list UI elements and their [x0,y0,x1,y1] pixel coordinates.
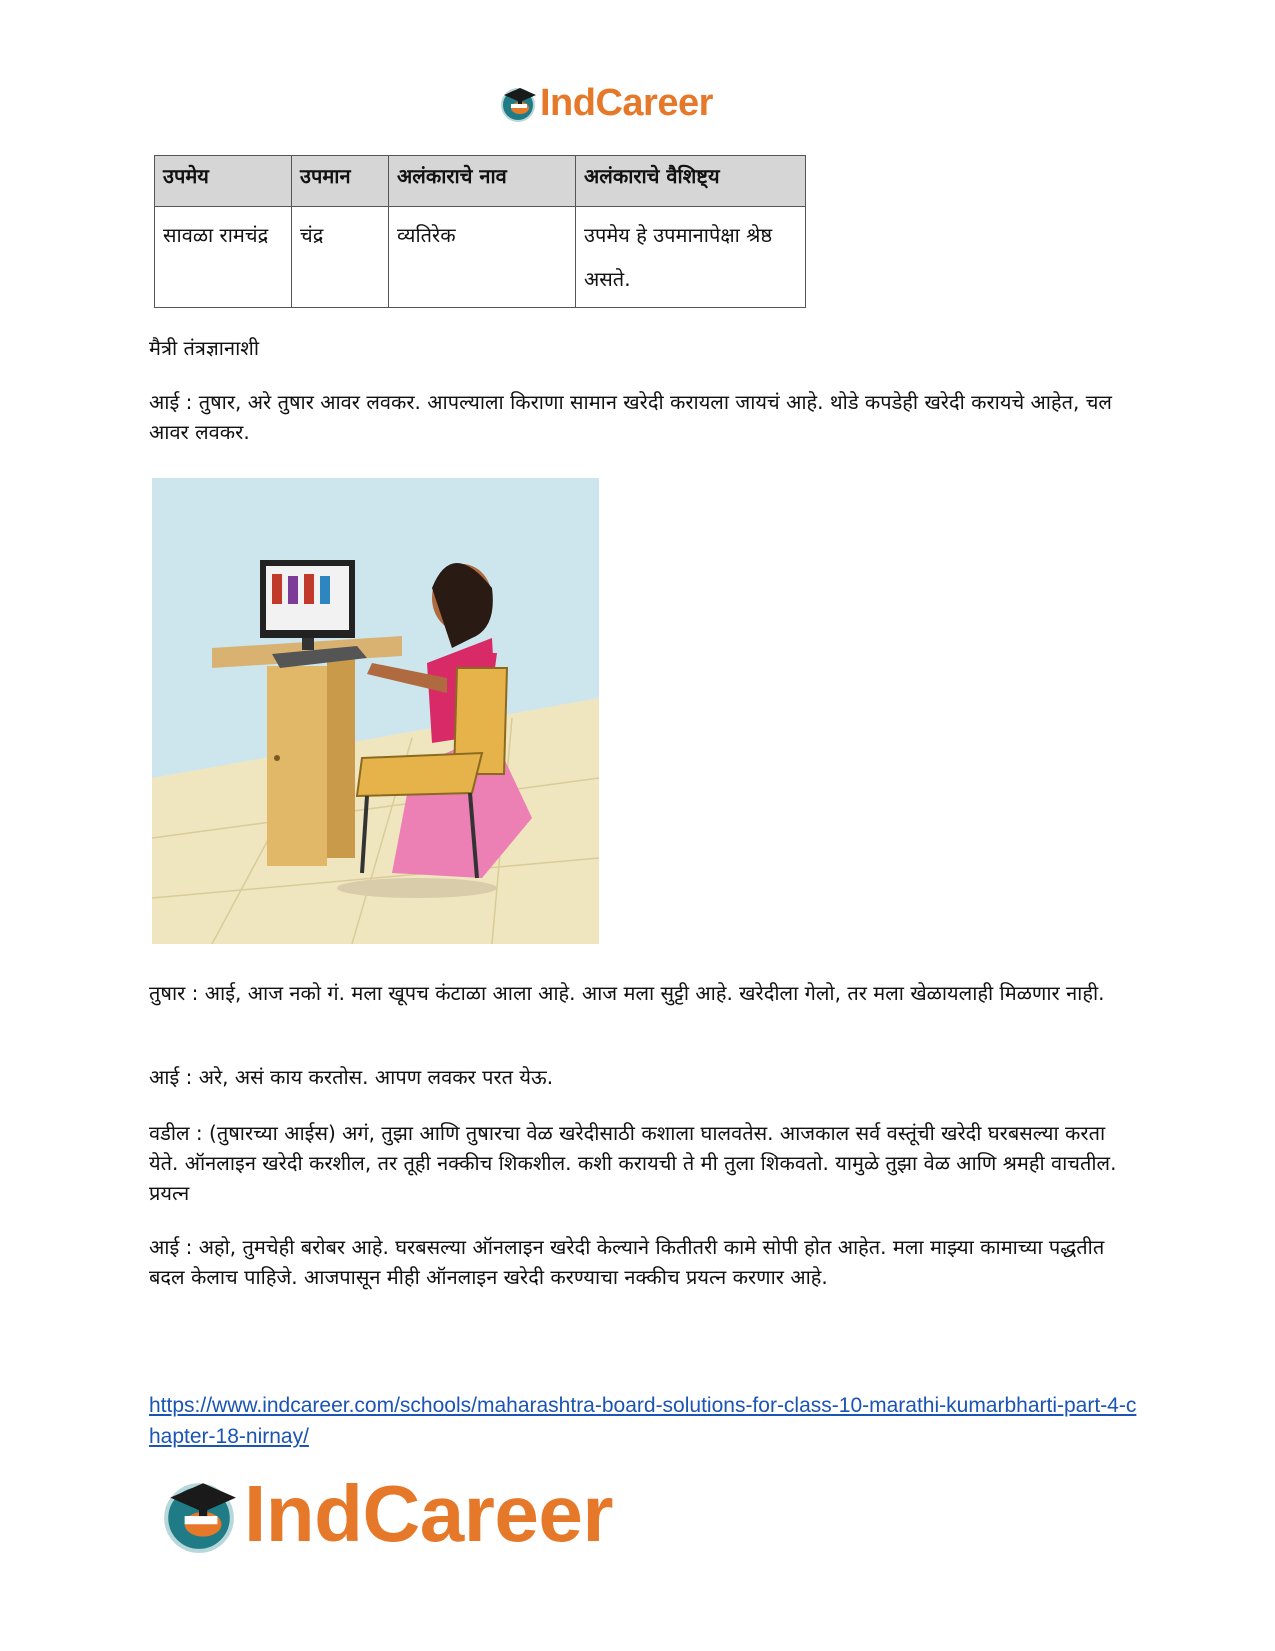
table-header-cell: उपमान [292,156,389,207]
logo-wordmark: IndCareer [540,81,713,124]
table-cell: सावळा रामचंद्र [155,207,292,308]
section-heading: मैत्री तंत्रज्ञानाशी [149,336,260,360]
dialogue-paragraph: आई : तुषार, अरे तुषार आवर लवकर. आपल्याला किराणा सामान खरेदी करायला जायचं आहे. थोडे कपडेही खरेदी करायचे आहेत, चल आवर लवकर. [149,390,1112,444]
logo-wordmark: IndCareer [244,1469,613,1558]
figure-of-speech-table [154,155,806,308]
woman-at-computer-illustration [152,478,599,944]
table-cell: चंद्र [292,207,389,308]
graduation-cap-globe-icon [498,83,538,123]
dialogue-paragraph: आई : अहो, तुमचेही बरोबर आहे. घरबसल्या ऑनलाइन खरेदी केल्याने कितीतरी कामे सोपी होत आहेत. मला माझ्या कामाच्या पद्धतीत बदल केलाच पाहिजे. आजपासून मीही ऑनलाइन खरेदी करण्याचा नक्कीच प्रयत्न करणार आहे. [149,1235,1105,1289]
table-header-cell: अलंकाराचे नाव [389,156,576,207]
indcareer-logo-top [498,80,713,126]
table-header-cell: उपमेय [155,156,292,207]
table-row [155,207,806,308]
dialogue-paragraph: वडील : (तुषारच्या आईस) अगं, तुझा आणि तुषारचा वेळ खरेदीसाठी कशाला घालवतेस. आजकाल सर्व वस्तूंची खरेदी घरबसल्या करता येते. ऑनलाइन खरेदी करशील, तर तूही नक्कीच शिकशील. कशी करायची ते मी तुला शिकवतो. यामुळे तुझा वेळ आणि श्रमही वाचतील. प्रयत्न [149,1121,1117,1205]
graduation-cap-globe-icon [158,1473,240,1555]
source-link[interactable]: https://www.indcareer.com/schools/maharashtra-board-solutions-for-class-10-marathi-kumarbharti-part-4-chapter-18-nirnay/ [149,1394,1137,1448]
table-header-row [155,156,806,207]
dialogue-paragraph: आई : अरे, असं काय करतोस. आपण लवकर परत येऊ. [149,1065,554,1089]
indcareer-logo-bottom [158,1466,613,1562]
table-header-cell: अलंकाराचे वैशिष्ट्य [576,156,806,207]
table-cell: व्यतिरेक [389,207,576,308]
table-cell: उपमेय हे उपमानापेक्षा श्रेष्ठ असते. [576,207,806,308]
dialogue-paragraph: तुषार : आई, आज नको गं. मला खूपच कंटाळा आला आहे. आज मला सुट्टी आहे. खरेदीला गेलो, तर मला खेळायलाही मिळणार नाही. [149,981,1105,1005]
